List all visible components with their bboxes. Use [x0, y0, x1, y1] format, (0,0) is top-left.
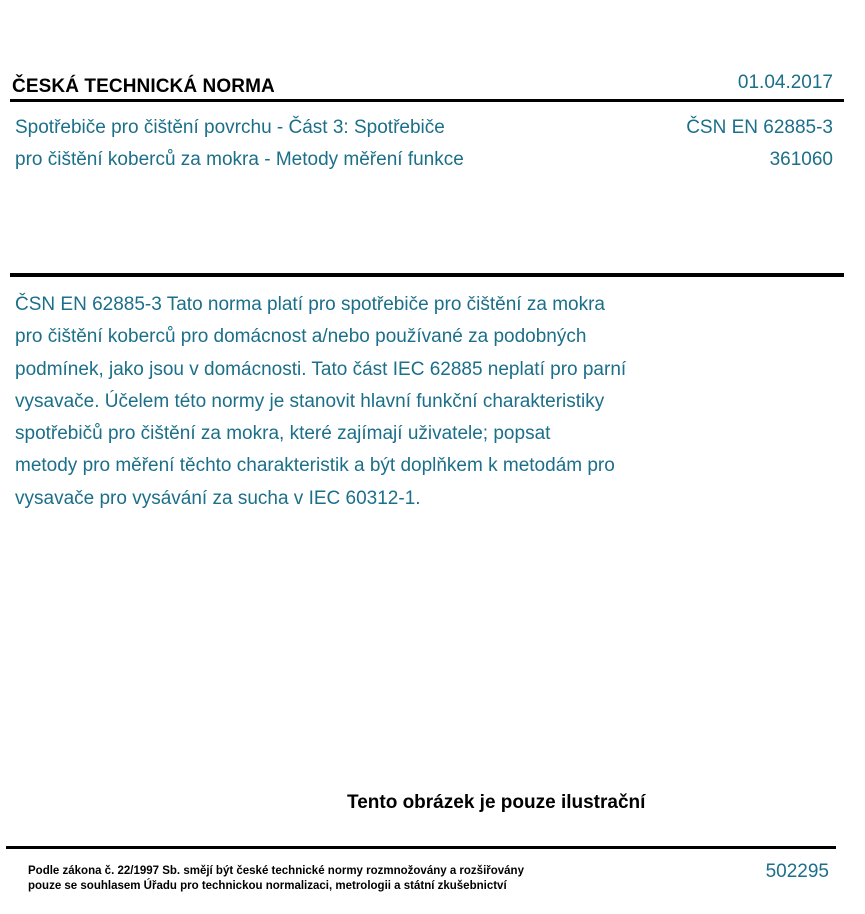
abstract-line: vysavače pro vysávání za sucha v IEC 60312-1.: [15, 487, 421, 509]
abstract-line: ČSN EN 62885-3 Tato norma platí pro spotřebiče pro čištění za mokra: [15, 294, 605, 315]
standard-code: ČSN EN 62885-3: [686, 117, 833, 138]
illustration-note: Tento obrázek je pouze ilustrační: [347, 792, 646, 813]
legal-notice-line-1: Podle zákona č. 22/1997 Sb. smějí být české technické normy rozmnožovány a rozšiřovány: [28, 865, 524, 877]
abstract-text: [15, 289, 735, 515]
abstract-line: pro čištění koberců pro domácnost a/nebo používané za podobných: [15, 326, 587, 348]
document-number: 502295: [765, 861, 829, 882]
header-divider: [10, 99, 844, 102]
footer-divider: [6, 846, 836, 849]
legal-notice: [28, 864, 524, 894]
abstract-line: spotřebičů pro čištění za mokra, které zajímají uživatele; popsat: [15, 423, 551, 445]
abstract-line: vysavače. Účelem této normy je stanovit hlavní funkční charakteristiky: [15, 390, 605, 412]
abstract-line: metody pro měření těchto charakteristik a být doplňkem k metodám pro: [15, 455, 615, 477]
legal-notice-line-2: pouze se souhlasem Úřadu pro technickou normalizaci, metrologii a státní zkušebnictví: [28, 880, 507, 892]
title-divider: [10, 273, 844, 277]
document-title-line-2: pro čištění koberců za mokra - Metody měření funkce: [15, 149, 464, 170]
document-title-line-1: Spotřebiče pro čištění povrchu - Část 3: Spotřebiče: [15, 117, 445, 138]
publication-date: 01.04.2017: [737, 72, 833, 93]
norm-title: ČESKÁ TECHNICKÁ NORMA: [12, 76, 275, 97]
abstract-line: podmínek, jako jsou v domácnosti. Tato část IEC 62885 neplatí pro parní: [15, 358, 627, 380]
class-number: 361060: [769, 149, 833, 170]
